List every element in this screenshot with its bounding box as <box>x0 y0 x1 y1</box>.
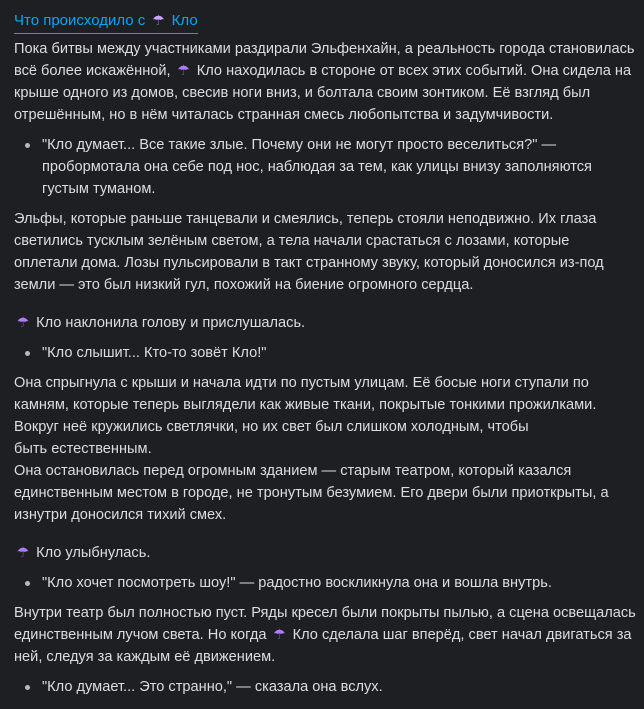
title-prefix: Что происходило с <box>14 12 146 29</box>
list-item: "Кло думает... Все такие злые. Почему они не могут просто веселиться?" — пробормотала она себе под нос, наблюдая за тем, как улицы внизу заполняются густым туманом. <box>14 134 636 200</box>
paragraph-text: Внутри театр был полностью пуст. Ряды кресел были покрыты пылью, а сцена освещалась единственным лучом света. Но когда <box>14 605 636 643</box>
umbrella-icon: ☂ <box>16 545 30 561</box>
quote-list <box>14 134 636 200</box>
list-item: "Кло хочет посмотреть шоу!" — радостно воскликнула она и вошла внутрь. <box>14 572 636 594</box>
message-content <box>14 10 636 706</box>
list-item: "Кло думает... Это странно," — сказала она вслух. <box>14 676 636 698</box>
paragraph-text: Кло сделала шаг вперёд, свет начал двигаться за ней, следуя за каждым её движением. <box>14 627 632 665</box>
paragraph <box>14 38 636 126</box>
paragraph <box>14 312 636 334</box>
list-item: "Кло слышит... Кто-то зовёт Кло!" <box>14 342 636 364</box>
umbrella-icon: ☂ <box>152 13 165 29</box>
umbrella-icon: ☂ <box>16 315 30 331</box>
paragraph <box>14 372 636 526</box>
umbrella-icon: ☂ <box>177 63 190 79</box>
umbrella-icon: ☂ <box>273 627 286 643</box>
paragraph-text: Она спрыгнула с крыши и начала идти по пустым улицам. Её босые ноги ступали по камням, которые теперь выглядели как живые ткани, покрытые тонкими прожилками. Вокруг неё кружились светлячки, но их свет был слишком холодным, чтобы <box>14 375 597 435</box>
paragraph: Эльфы, которые раньше танцевали и смеялись, теперь стояли неподвижно. Их глаза светились тусклым зелёным светом, а тела начали срастаться с лозами, которые оплетали дома. Лозы пульсировали в такт странному звуку, который доносился из-под земли — это был низкий гул, похожий на биение огромного сердца. <box>14 211 604 293</box>
title-name: Кло <box>171 12 198 29</box>
paragraph-text: Кло улыбнулась. <box>36 545 151 561</box>
paragraph-text: Кло наклонила голову и прислушалась. <box>36 315 306 331</box>
paragraph-text: Пока битвы между участниками раздирали Эльфенхайн, а реальность города становилась всё более искажённой, <box>14 41 635 79</box>
quote-list <box>14 342 636 364</box>
paragraph-text: Кло находилась в стороне от всех этих событий. Она сидела на крыше одного из домов, свесив ноги вниз, и болтала своим зонтиком. Её взгляд был отрешённым, но в нём читалась странная смесь любопытства и задумчивости. <box>14 63 632 123</box>
quote-list <box>14 676 636 698</box>
paragraph-text: быть естественным. <box>14 441 152 457</box>
paragraph-text: Она остановилась перед огромным зданием — старым театром, который казался единственным местом в городе, не тронутым безумием. Его двери были приоткрыты, а изнутри доносился тихий смех. <box>14 463 609 523</box>
quote-list <box>14 572 636 594</box>
paragraph <box>14 542 636 564</box>
paragraph <box>14 602 636 668</box>
section-title-link[interactable] <box>14 10 198 34</box>
